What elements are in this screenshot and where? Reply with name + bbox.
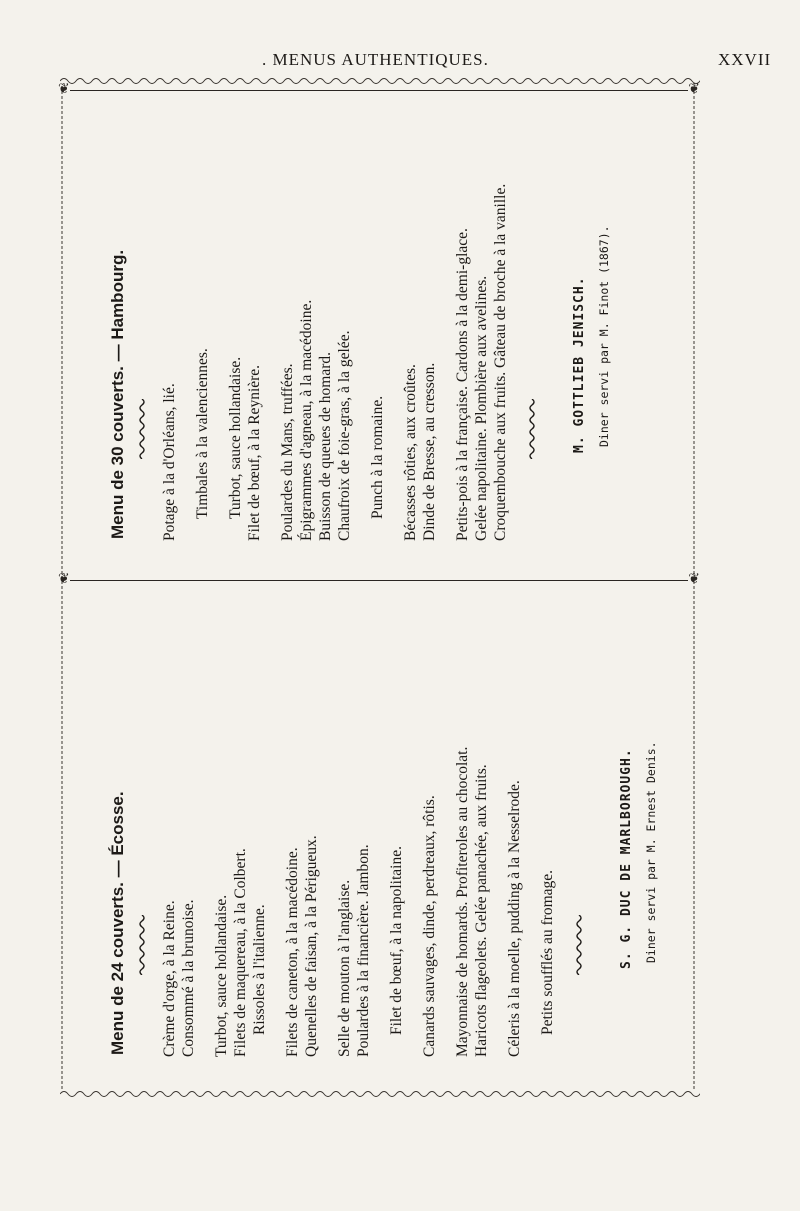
course-item: Turbot, sauce hollandaise. — [213, 894, 230, 1057]
course-item: Punch à la romaine. — [369, 395, 386, 519]
menu-ecosse-panel — [58, 572, 700, 1081]
course-item: Selle de mouton à l'anglaise. — [336, 879, 353, 1057]
host-signature: M. GOTTLIEB JENISCH. — [572, 276, 587, 453]
course-item: Rissoles à l'italienne. — [251, 904, 268, 1035]
squiggle-divider-icon — [575, 915, 583, 975]
menu-heading: Menu de 24 couverts. — Écosse. — [108, 791, 127, 1055]
course-item: Poulardes du Mans, truffées. — [279, 363, 296, 541]
corner-ornament-icon: ❦ — [58, 82, 70, 97]
corner-ornament-icon: ❦ — [688, 572, 700, 587]
course-item: Filet de bœuf, à la Reynière. — [246, 364, 263, 541]
course-item: Petits-pois à la française. Cardons à la demi-glace. — [454, 228, 471, 541]
course-item: Croquembouche aux fruits. Gâteau de broche à la vanille. — [492, 183, 509, 541]
bottom-ornamental-border — [60, 1088, 700, 1100]
course-item: Céleris à la moelle, pudding à la Nesselrode. — [506, 780, 523, 1057]
right-ornamental-border — [690, 86, 698, 1090]
page-number: XXVII — [718, 50, 772, 69]
course-item: Dinde de Bresse, au cresson. — [421, 362, 438, 541]
top-ornamental-border — [60, 75, 700, 87]
course-item: Filets de maquereau, à la Colbert. — [232, 848, 249, 1057]
corner-ornament-icon: ❦ — [688, 82, 700, 97]
course-item: Turbot, sauce hollandaise. — [227, 356, 244, 519]
course-item: Canards sauvages, dinde, perdreaux, rôtis. — [421, 795, 438, 1057]
course-item: Filet de bœuf, à la napolitaine. — [388, 846, 405, 1035]
course-item: Filets de caneton, à la macédoine. — [284, 847, 301, 1057]
course-item: Crème d'orge, à la Reine. — [161, 900, 178, 1057]
squiggle-divider-icon — [138, 399, 146, 459]
course-list — [160, 581, 557, 1057]
course-item: Poulardes à la financière. Jambon. — [355, 844, 372, 1057]
chef-credit: Diner servi par M. Finot (1867). — [597, 225, 611, 447]
course-item: Consommé à la brunoise. — [180, 899, 197, 1057]
course-item: Gelée napolitaine. Plombière aux avelines. — [473, 275, 490, 541]
chef-credit: Diner servi par M. Ernest Denis. — [644, 741, 658, 963]
course-item: Quenelles de faisan, à la Périgueux. — [303, 835, 320, 1057]
course-list — [160, 91, 510, 541]
course-item: Timbales à la valenciennes. — [194, 348, 211, 519]
course-item: Chaufroix de foie-gras, à la gelée. — [336, 330, 353, 541]
left-ornamental-border — [58, 86, 66, 1090]
menu-hambourg-panel — [58, 82, 700, 565]
course-item: Petits soufflés au fromage. — [539, 869, 556, 1035]
running-header — [0, 50, 800, 78]
course-item: Mayonnaise de homards. Profiteroles au chocolat. — [454, 746, 471, 1057]
course-item: Potage à la d'Orléans, lié. — [161, 383, 178, 541]
course-item: Buisson de queues de homard. — [317, 352, 334, 541]
squiggle-divider-icon — [138, 915, 146, 975]
course-item: Haricots flageolets. Gelée panachée, aux fruits. — [473, 764, 490, 1057]
menu-heading: Menu de 30 couverts. — Hambourg. — [108, 249, 127, 539]
course-item: Épigrammes d'agneau, à la macédoine. — [298, 299, 315, 541]
corner-ornament-icon: ❦ — [58, 572, 70, 587]
host-signature: S. G. DUC DE MARLBOROUGH. — [619, 748, 634, 969]
running-title: . MENUS AUTHENTIQUES. — [262, 50, 489, 69]
squiggle-divider-icon — [528, 399, 536, 459]
course-item: Bécasses rôties, aux croûtes. — [402, 364, 419, 541]
